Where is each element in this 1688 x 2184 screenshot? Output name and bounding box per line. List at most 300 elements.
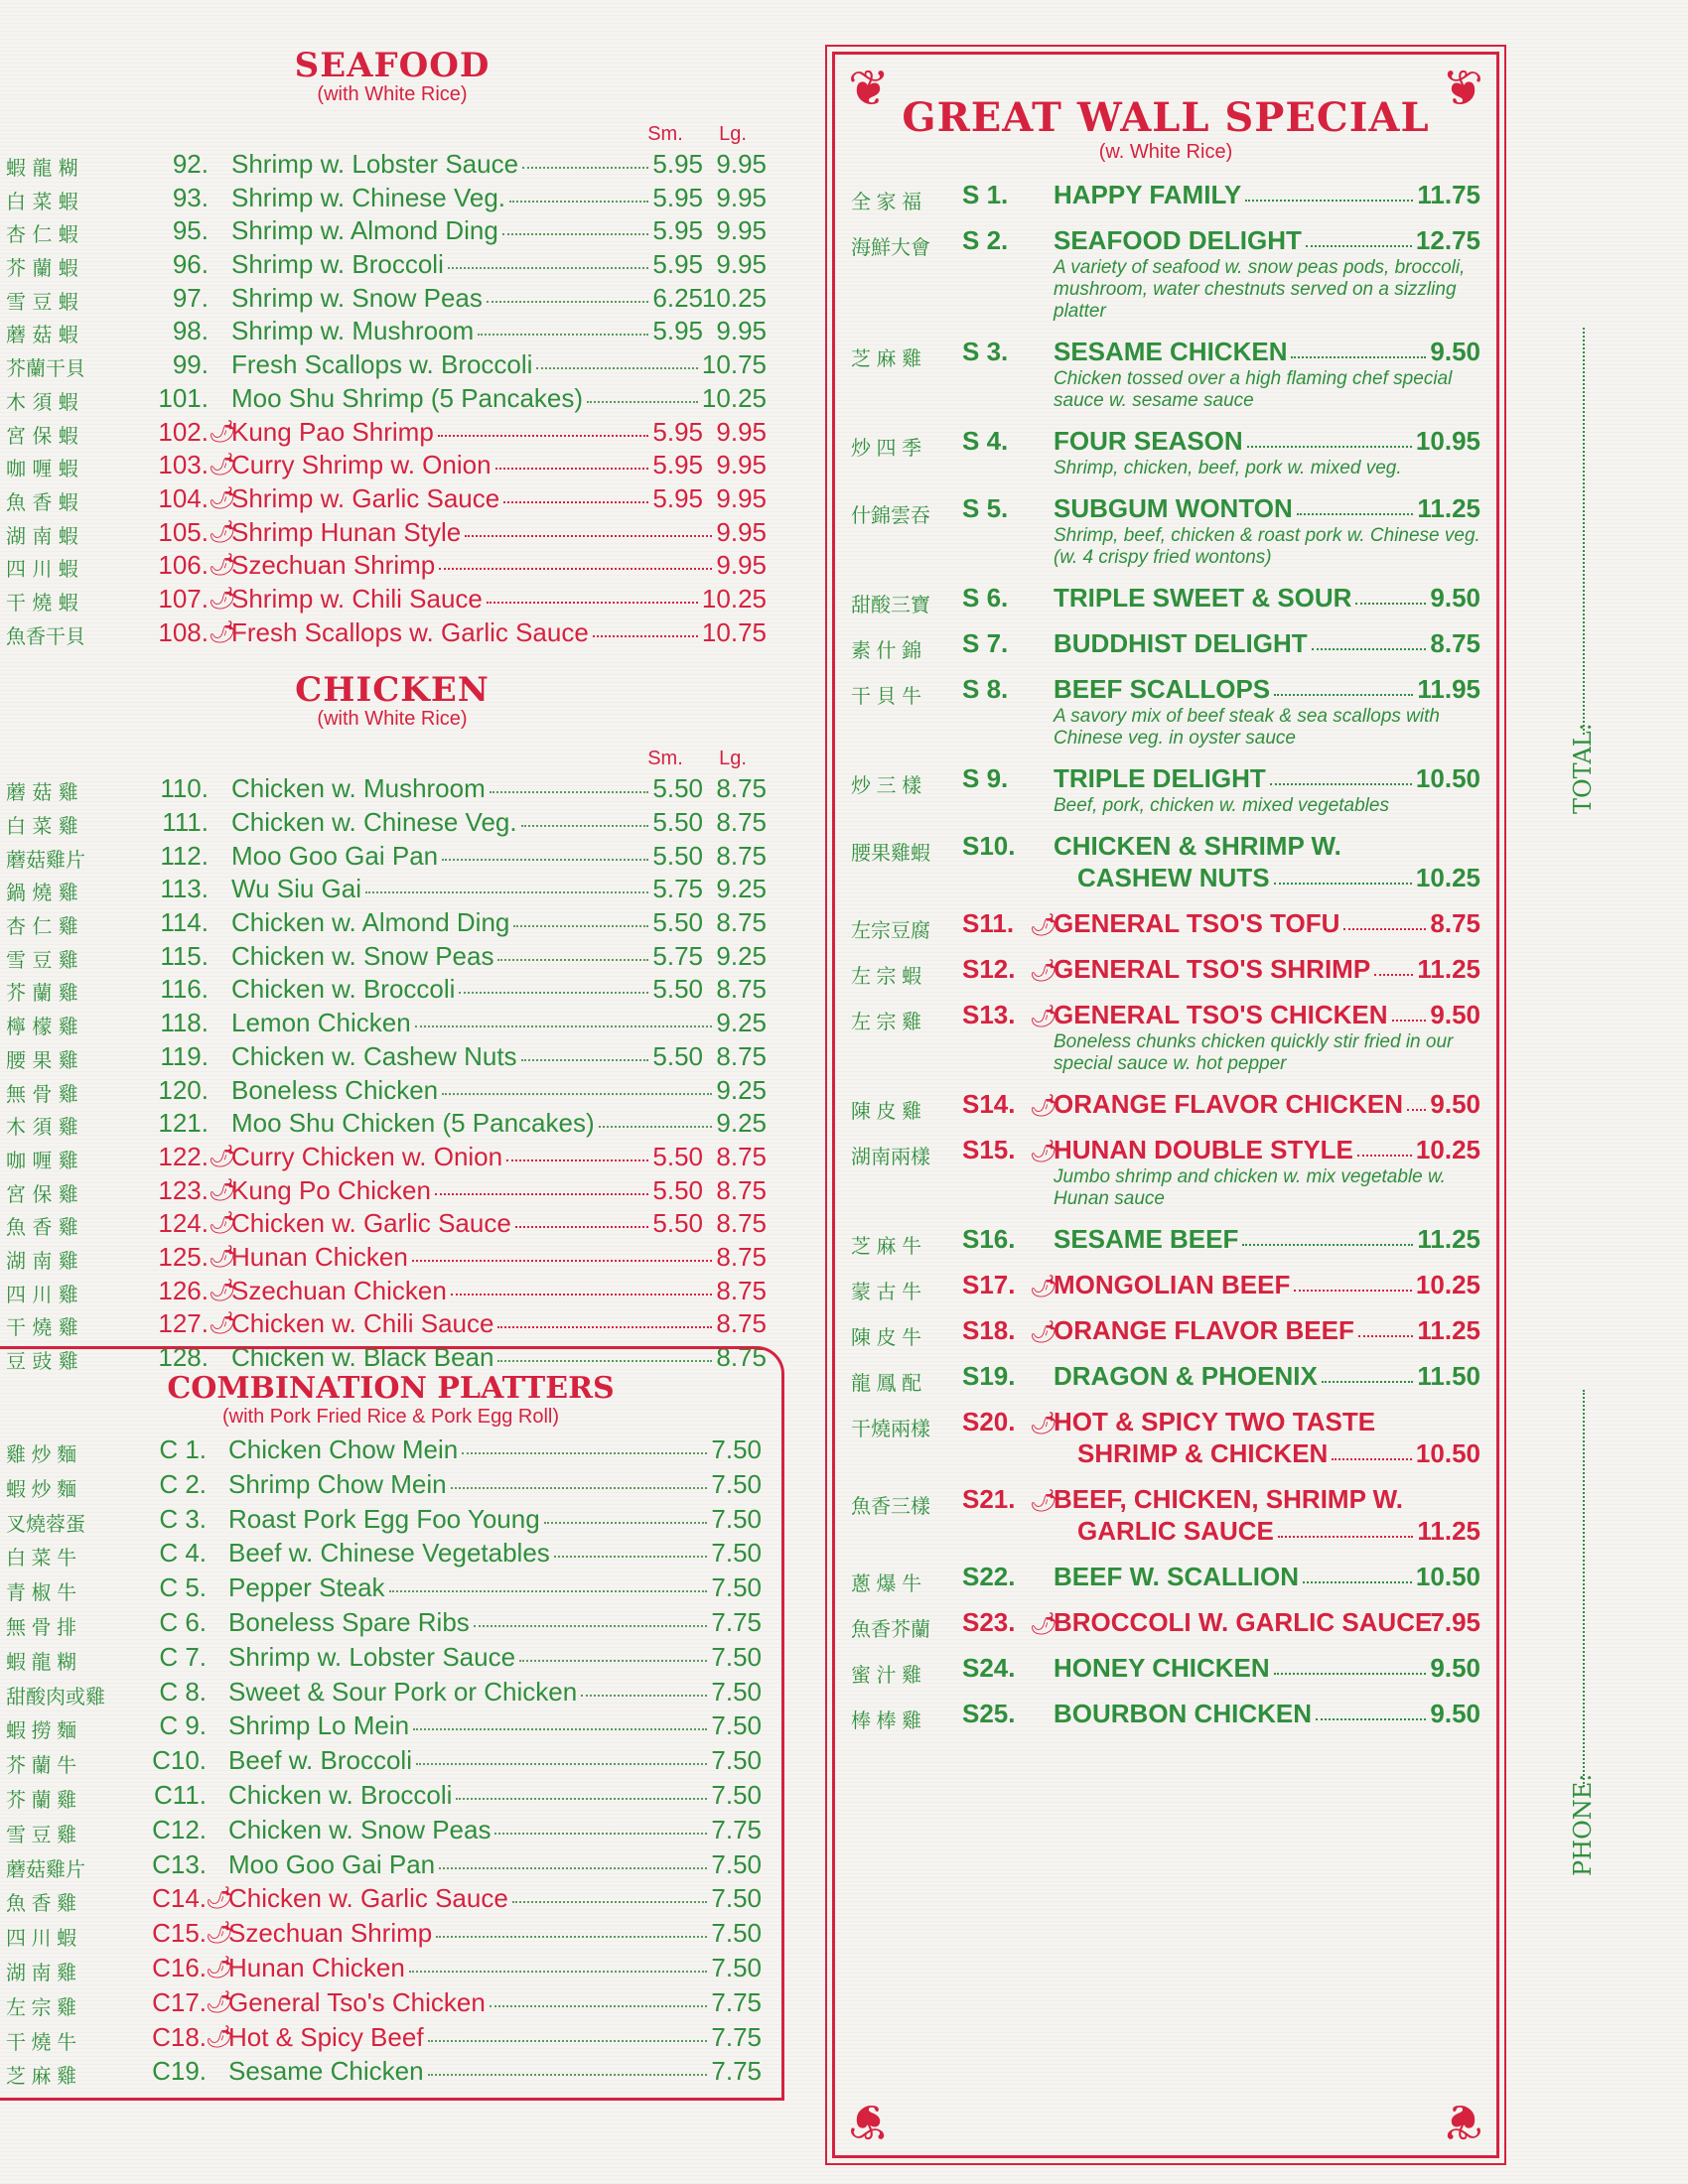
item-number: 92. bbox=[172, 149, 209, 179]
special-item[interactable] bbox=[835, 225, 1496, 323]
item-price: 7.50 bbox=[711, 1572, 762, 1603]
item-price: 7.50 bbox=[711, 1434, 762, 1464]
pepper-icon: 🌶 bbox=[209, 1243, 236, 1269]
item-number: S 1. bbox=[962, 180, 1009, 209]
item-chinese-name: 芥 蘭 雞 bbox=[6, 981, 78, 1006]
item-chinese-name: 魚香芥蘭 bbox=[851, 1619, 930, 1641]
item-price-large: 8.75 bbox=[716, 974, 767, 1005]
phone-label: PHONE: bbox=[1569, 1773, 1597, 1876]
special-item[interactable] bbox=[835, 426, 1496, 479]
menu-item[interactable] bbox=[0, 1008, 784, 1041]
item-name-line bbox=[1054, 426, 1480, 458]
item-price-large: 8.75 bbox=[716, 1208, 767, 1239]
item-name: BOURBON CHICKEN bbox=[1054, 1699, 1312, 1728]
item-price: 7.95 bbox=[1430, 1607, 1480, 1637]
special-item[interactable] bbox=[835, 628, 1496, 660]
item-price: 11.25 bbox=[1417, 1315, 1480, 1345]
menu-item[interactable] bbox=[0, 283, 784, 317]
menu-item[interactable] bbox=[0, 584, 784, 617]
menu-item[interactable] bbox=[0, 1108, 784, 1142]
item-name: Chicken w. Broccoli bbox=[228, 1779, 453, 1810]
menu-item[interactable] bbox=[0, 550, 784, 584]
dot-leader bbox=[439, 1867, 707, 1869]
menu-item[interactable] bbox=[0, 974, 784, 1008]
menu-item[interactable] bbox=[0, 1142, 784, 1175]
item-description: Shrimp, beef, chicken & roast pork w. Chinese veg. (w. 4 crispy fried wontons) bbox=[1054, 525, 1480, 568]
dot-leader bbox=[1303, 1581, 1412, 1583]
item-name-line bbox=[1054, 1135, 1480, 1166]
dot-leader bbox=[474, 1625, 708, 1627]
special-item[interactable] bbox=[835, 831, 1496, 894]
item-number: 123. bbox=[158, 1174, 209, 1205]
item-chinese-name: 陳 皮 雞 bbox=[851, 1101, 922, 1123]
menu-item[interactable] bbox=[0, 2022, 781, 2057]
item-price-small: 5.95 bbox=[652, 215, 703, 246]
menu-item[interactable] bbox=[0, 183, 784, 216]
dot-leader bbox=[502, 233, 649, 235]
menu-item[interactable] bbox=[0, 773, 784, 807]
pepper-icon: 🌶 bbox=[206, 1954, 233, 1979]
item-name: Beef w. Broccoli bbox=[228, 1745, 412, 1776]
menu-item[interactable] bbox=[0, 1918, 781, 1953]
item-number: 93. bbox=[172, 182, 209, 212]
item-number: S15. bbox=[962, 1135, 1016, 1164]
item-number: C 6. bbox=[159, 1606, 207, 1637]
pepper-icon: 🌶 bbox=[209, 1277, 236, 1302]
menu-item[interactable] bbox=[0, 1276, 784, 1309]
pepper-icon: 🌶 bbox=[206, 1920, 233, 1946]
item-number: 126. bbox=[158, 1275, 209, 1305]
item-price-large: 9.95 bbox=[716, 416, 767, 447]
item-name: TRIPLE DELIGHT bbox=[1054, 763, 1266, 793]
item-name: Fresh Scallops w. Broccoli bbox=[231, 349, 533, 380]
item-price-small: 5.95 bbox=[652, 416, 703, 447]
special-item[interactable] bbox=[835, 1484, 1496, 1548]
dot-leader bbox=[465, 535, 712, 537]
item-chinese-name: 蘑 菇 蝦 bbox=[6, 323, 78, 347]
special-item[interactable] bbox=[835, 493, 1496, 569]
menu-item[interactable] bbox=[0, 316, 784, 349]
menu-item[interactable] bbox=[0, 2056, 781, 2091]
item-number: 124. bbox=[158, 1208, 209, 1239]
item-name: HAPPY FAMILY bbox=[1054, 180, 1242, 209]
item-price-small: 5.95 bbox=[652, 149, 703, 179]
special-item[interactable] bbox=[835, 763, 1496, 817]
total-label: TOTAL: bbox=[1569, 723, 1597, 814]
seafood-header bbox=[0, 83, 784, 149]
item-price-small: 5.95 bbox=[652, 182, 703, 212]
menu-item[interactable] bbox=[0, 349, 784, 383]
item-price-large: 10.75 bbox=[701, 616, 767, 647]
pepper-icon: 🌶 bbox=[209, 552, 236, 578]
item-chinese-name: 青 椒 牛 bbox=[6, 1582, 77, 1605]
pepper-icon: 🌶 bbox=[209, 1143, 236, 1168]
item-price-large: 8.75 bbox=[716, 773, 767, 804]
item-name-line bbox=[1054, 1516, 1480, 1548]
item-name: Shrimp w. Mushroom bbox=[231, 316, 475, 346]
item-chinese-name: 腰果雞蝦 bbox=[851, 843, 930, 865]
chicken-title: CHICKEN bbox=[295, 670, 490, 711]
menu-item[interactable] bbox=[0, 1075, 784, 1109]
item-name-line bbox=[1054, 225, 1480, 257]
item-name: Shrimp w. Chinese Veg. bbox=[231, 182, 506, 212]
large-label: Lg. bbox=[719, 748, 747, 770]
item-name: Shrimp Lo Mein bbox=[228, 1710, 410, 1741]
special-item[interactable] bbox=[835, 674, 1496, 750]
dot-leader bbox=[1407, 1109, 1426, 1111]
special-item[interactable] bbox=[835, 1699, 1496, 1730]
item-number: C14. bbox=[152, 1883, 207, 1914]
item-number: S18. bbox=[962, 1315, 1016, 1345]
item-price-large: 8.75 bbox=[716, 1040, 767, 1071]
menu-item[interactable] bbox=[0, 1504, 781, 1539]
item-number: S19. bbox=[962, 1361, 1016, 1391]
item-name-line bbox=[1054, 180, 1480, 211]
item-chinese-name: 蝦 炒 麵 bbox=[6, 1478, 77, 1501]
menu-item[interactable] bbox=[0, 1815, 781, 1849]
item-number: 97. bbox=[172, 282, 209, 313]
dot-leader bbox=[536, 367, 697, 369]
menu-item[interactable] bbox=[0, 517, 784, 551]
special-item[interactable] bbox=[835, 1224, 1496, 1256]
item-price: 7.50 bbox=[711, 1676, 762, 1706]
dot-leader bbox=[416, 1763, 707, 1765]
item-name: Shrimp w. Broccoli bbox=[231, 249, 444, 280]
item-name: Shrimp Chow Mein bbox=[228, 1468, 447, 1499]
dot-leader bbox=[509, 201, 648, 203]
item-name: Chicken w. Black Bean bbox=[231, 1342, 494, 1372]
dot-leader bbox=[513, 925, 648, 927]
item-price: 11.25 bbox=[1417, 1224, 1480, 1254]
item-name: DRAGON & PHOENIX bbox=[1054, 1361, 1318, 1391]
menu-item[interactable] bbox=[0, 417, 784, 451]
special-item[interactable] bbox=[835, 1000, 1496, 1075]
item-name: Boneless Chicken bbox=[231, 1074, 439, 1105]
item-chinese-name: 蒙 古 牛 bbox=[851, 1282, 922, 1303]
item-price-large: 10.25 bbox=[701, 382, 767, 413]
item-name: HOT & SPICY TWO TASTE bbox=[1054, 1407, 1376, 1436]
item-price: 9.50 bbox=[1430, 1699, 1480, 1728]
item-description: Shrimp, chicken, beef, pork w. mixed veg. bbox=[1054, 458, 1402, 478]
item-chinese-name: 蝦 龍 糊 bbox=[6, 156, 78, 180]
item-name: Chicken w. Mushroom bbox=[231, 773, 486, 804]
special-item[interactable] bbox=[835, 1089, 1496, 1121]
item-number: C17. bbox=[152, 1986, 207, 2017]
item-name: GARLIC SAUCE bbox=[1077, 1516, 1274, 1546]
special-item[interactable] bbox=[835, 1653, 1496, 1685]
menu-item[interactable] bbox=[0, 617, 784, 651]
item-name: Wu Siu Gai bbox=[231, 874, 362, 904]
item-price-large: 9.95 bbox=[716, 516, 767, 547]
menu-item[interactable] bbox=[0, 1538, 781, 1572]
item-price-small: 5.50 bbox=[652, 974, 703, 1005]
special-item[interactable] bbox=[835, 1315, 1496, 1347]
item-name-line bbox=[1054, 1000, 1480, 1031]
dot-leader bbox=[436, 1936, 707, 1938]
item-price-large: 8.75 bbox=[716, 1275, 767, 1305]
item-description: Boneless chunks chicken quickly stir fried in our special sauce w. hot pepper bbox=[1054, 1031, 1454, 1074]
dot-leader bbox=[581, 1695, 707, 1697]
item-number: C 7. bbox=[159, 1641, 207, 1672]
item-number: C 1. bbox=[159, 1434, 207, 1464]
menu-item[interactable] bbox=[0, 1469, 781, 1504]
dot-leader bbox=[428, 2074, 708, 2076]
item-number: S10. bbox=[962, 831, 1016, 861]
menu-item[interactable] bbox=[0, 841, 784, 875]
item-chinese-name: 魚 香 雞 bbox=[6, 1215, 78, 1240]
special-item[interactable] bbox=[835, 583, 1496, 614]
item-name: Shrimp Hunan Style bbox=[231, 516, 462, 547]
item-chinese-name: 芥蘭干貝 bbox=[6, 356, 85, 381]
total-field[interactable] bbox=[1583, 328, 1585, 735]
dot-leader bbox=[487, 602, 698, 604]
special-item[interactable] bbox=[835, 1407, 1496, 1470]
item-chinese-name: 杏 仁 蝦 bbox=[6, 222, 78, 247]
chicken-list bbox=[0, 773, 784, 1375]
special-item[interactable] bbox=[835, 180, 1496, 211]
seafood-title: SEAFOOD bbox=[294, 46, 491, 85]
item-price-small: 5.95 bbox=[652, 249, 703, 280]
item-price: 7.50 bbox=[711, 1848, 762, 1879]
item-name: Shrimp w. Lobster Sauce bbox=[231, 149, 519, 179]
item-name-line bbox=[1054, 1653, 1480, 1685]
menu-item[interactable] bbox=[0, 483, 784, 517]
item-name: Shrimp w. Almond Ding bbox=[231, 215, 498, 246]
special-item[interactable] bbox=[835, 1135, 1496, 1210]
item-chinese-name: 干 燒 牛 bbox=[6, 2031, 77, 2054]
item-price: 7.50 bbox=[711, 1745, 762, 1776]
dot-leader bbox=[389, 1590, 708, 1592]
menu-item[interactable] bbox=[0, 1953, 781, 1987]
menu-item[interactable] bbox=[0, 1677, 781, 1711]
menu-item[interactable] bbox=[0, 1642, 781, 1677]
menu-item[interactable] bbox=[0, 1041, 784, 1075]
item-chinese-name: 魚 香 蝦 bbox=[6, 489, 78, 514]
item-chinese-name: 無 骨 排 bbox=[6, 1616, 77, 1639]
item-chinese-name: 芝 麻 雞 bbox=[6, 2066, 77, 2089]
item-name-line bbox=[1054, 908, 1480, 940]
item-price: 10.25 bbox=[1415, 1135, 1480, 1164]
left-column bbox=[0, 48, 784, 1376]
item-name: BROCCOLI W. GARLIC SAUCE bbox=[1054, 1607, 1433, 1637]
dot-leader bbox=[1274, 694, 1413, 696]
item-name: TRIPLE SWEET & SOUR bbox=[1054, 583, 1352, 613]
pepper-icon: 🌶 bbox=[206, 1988, 233, 2014]
item-price: 9.50 bbox=[1430, 1000, 1480, 1029]
menu-item[interactable] bbox=[0, 1849, 781, 1884]
pepper-icon: 🌶 bbox=[209, 452, 236, 478]
item-price-large: 8.75 bbox=[716, 1241, 767, 1272]
menu-item[interactable] bbox=[0, 1208, 784, 1242]
special-item[interactable] bbox=[835, 908, 1496, 940]
dot-leader bbox=[521, 825, 649, 827]
item-price-small: 5.75 bbox=[652, 940, 703, 971]
item-description: A variety of seafood w. snow peas pods, broccoli, mushroom, water chestnuts served on a sizzling platter bbox=[1054, 257, 1466, 322]
menu-item[interactable] bbox=[0, 1175, 784, 1209]
item-price: 7.75 bbox=[711, 1986, 762, 2017]
special-item[interactable] bbox=[835, 1607, 1496, 1639]
item-name: BUDDHIST DELIGHT bbox=[1054, 628, 1308, 658]
dot-leader bbox=[438, 435, 649, 437]
menu-item[interactable] bbox=[0, 1572, 781, 1607]
item-price: 10.50 bbox=[1415, 1562, 1480, 1591]
item-chinese-name: 雞 炒 麵 bbox=[6, 1444, 77, 1466]
menu-item[interactable] bbox=[0, 383, 784, 417]
item-number: S16. bbox=[962, 1224, 1016, 1254]
pepper-icon: 🌶 bbox=[209, 618, 236, 644]
item-chinese-name: 左 宗 雞 bbox=[851, 1012, 922, 1033]
item-chinese-name: 白 菜 雞 bbox=[6, 814, 78, 838]
item-price: 8.75 bbox=[1430, 628, 1480, 658]
item-chinese-name: 棒 棒 雞 bbox=[851, 1710, 922, 1732]
item-chinese-name: 雪 豆 雞 bbox=[6, 947, 78, 972]
menu-item[interactable] bbox=[0, 1607, 781, 1642]
dot-leader bbox=[490, 2005, 708, 2007]
item-chinese-name: 干 燒 蝦 bbox=[6, 590, 78, 614]
dot-leader bbox=[1343, 928, 1426, 930]
dot-leader bbox=[497, 1326, 712, 1328]
menu-item[interactable] bbox=[0, 1883, 781, 1918]
item-name-line bbox=[1054, 831, 1480, 863]
item-chinese-name: 蝦 龍 糊 bbox=[6, 1651, 77, 1674]
item-name: Chicken w. Broccoli bbox=[231, 974, 456, 1005]
special-title: GREAT WALL SPECIAL bbox=[902, 94, 1430, 141]
item-name: Hunan Chicken bbox=[228, 1952, 405, 1982]
menu-item[interactable] bbox=[0, 1434, 781, 1469]
item-number: S 2. bbox=[962, 225, 1009, 255]
menu-item[interactable] bbox=[0, 874, 784, 907]
special-item[interactable] bbox=[835, 1361, 1496, 1393]
pepper-icon: 🌶 bbox=[209, 1310, 236, 1336]
dot-leader bbox=[1242, 1244, 1413, 1246]
special-list bbox=[835, 180, 1496, 1730]
item-name: Hot & Spicy Beef bbox=[228, 2021, 424, 2052]
item-price-large: 9.25 bbox=[716, 940, 767, 971]
dot-leader bbox=[544, 1522, 708, 1524]
menu-item[interactable] bbox=[0, 149, 784, 183]
item-name: BEEF SCALLOPS bbox=[1054, 674, 1271, 704]
item-price: 11.25 bbox=[1417, 493, 1480, 523]
item-chinese-name: 檸 檬 雞 bbox=[6, 1015, 78, 1039]
item-number: S24. bbox=[962, 1653, 1016, 1683]
item-chinese-name: 蝦 撈 麵 bbox=[6, 1720, 77, 1743]
item-price-large: 9.25 bbox=[716, 1108, 767, 1139]
item-price-large: 10.75 bbox=[701, 349, 767, 380]
special-item[interactable] bbox=[835, 1562, 1496, 1593]
menu-item[interactable] bbox=[0, 1987, 781, 2022]
item-name: GENERAL TSO'S TOFU bbox=[1054, 908, 1340, 938]
item-price-small: 5.50 bbox=[652, 807, 703, 837]
item-name: CASHEW NUTS bbox=[1077, 863, 1270, 892]
item-price-small: 5.95 bbox=[652, 482, 703, 513]
item-number: S 3. bbox=[962, 337, 1009, 366]
dot-leader bbox=[1245, 200, 1413, 202]
item-price-large: 9.25 bbox=[716, 874, 767, 904]
item-chinese-name: 炒 三 樣 bbox=[851, 775, 922, 797]
item-number: 112. bbox=[160, 840, 209, 871]
item-price: 12.75 bbox=[1415, 225, 1480, 255]
item-chinese-name: 芥 蘭 牛 bbox=[6, 1755, 77, 1778]
ornament-icon: ❦ bbox=[848, 61, 890, 116]
item-number: S25. bbox=[962, 1699, 1016, 1728]
item-chinese-name: 咖 喱 雞 bbox=[6, 1148, 78, 1172]
menu-item[interactable] bbox=[0, 941, 784, 975]
combination-list bbox=[0, 1434, 781, 2091]
item-price: 9.50 bbox=[1430, 1653, 1480, 1683]
item-number: C13. bbox=[152, 1848, 207, 1879]
menu-item[interactable] bbox=[0, 1710, 781, 1745]
phone-field[interactable] bbox=[1583, 1390, 1585, 1787]
item-price-large: 8.75 bbox=[716, 807, 767, 837]
item-price-large: 9.95 bbox=[716, 550, 767, 581]
menu-item[interactable] bbox=[0, 807, 784, 841]
item-name: Sweet & Sour Pork or Chicken bbox=[228, 1676, 578, 1706]
item-name: SESAME CHICKEN bbox=[1054, 337, 1288, 366]
item-price: 7.50 bbox=[711, 1538, 762, 1569]
item-price: 7.75 bbox=[711, 2056, 762, 2087]
menu-item[interactable] bbox=[0, 450, 784, 483]
menu-item[interactable] bbox=[0, 249, 784, 283]
item-number: S22. bbox=[962, 1562, 1016, 1591]
item-name: Lemon Chicken bbox=[231, 1008, 411, 1038]
item-chinese-name: 腰 果 雞 bbox=[6, 1047, 78, 1072]
item-price: 10.95 bbox=[1415, 426, 1480, 456]
item-name: Chicken w. Chinese Veg. bbox=[231, 807, 517, 837]
item-number: 125. bbox=[158, 1241, 209, 1272]
special-item[interactable] bbox=[835, 954, 1496, 986]
dot-leader bbox=[497, 959, 648, 961]
menu-item[interactable] bbox=[0, 1780, 781, 1815]
item-name-line bbox=[1054, 1562, 1480, 1593]
dot-leader bbox=[599, 1126, 713, 1128]
item-chinese-name: 湖 南 雞 bbox=[6, 1248, 78, 1273]
special-item[interactable] bbox=[835, 1270, 1496, 1301]
pepper-icon: 🌶 bbox=[209, 585, 236, 611]
menu-item[interactable] bbox=[0, 907, 784, 941]
item-name: Curry Chicken w. Onion bbox=[231, 1141, 503, 1171]
menu-item[interactable] bbox=[0, 215, 784, 249]
item-name: Chicken w. Snow Peas bbox=[228, 1814, 492, 1844]
item-name-line bbox=[1054, 1438, 1480, 1470]
item-chinese-name: 豆 豉 雞 bbox=[6, 1349, 78, 1373]
ornament-icon: ❦ bbox=[1442, 61, 1483, 116]
item-chinese-name: 蘑菇雞片 bbox=[6, 847, 85, 872]
dot-leader bbox=[409, 1971, 708, 1973]
item-chinese-name: 湖 南 雞 bbox=[6, 1962, 77, 1984]
large-label: Lg. bbox=[719, 123, 747, 145]
special-item[interactable] bbox=[835, 337, 1496, 412]
pepper-icon: 🌶 bbox=[209, 1176, 236, 1202]
item-number: 116. bbox=[160, 974, 209, 1005]
item-chinese-name: 魚香干貝 bbox=[6, 623, 85, 648]
item-name: Chicken w. Garlic Sauce bbox=[228, 1883, 508, 1914]
item-number: S 9. bbox=[962, 763, 1009, 793]
dot-leader bbox=[1332, 1458, 1412, 1460]
menu-item[interactable] bbox=[0, 1745, 781, 1780]
menu-item[interactable] bbox=[0, 1308, 784, 1342]
pepper-icon: 🌶 bbox=[1030, 1611, 1057, 1636]
item-name: Shrimp w. Snow Peas bbox=[231, 282, 483, 313]
item-chinese-name: 湖南兩樣 bbox=[851, 1147, 930, 1168]
item-name-line bbox=[1054, 1224, 1480, 1256]
chicken-header bbox=[0, 708, 784, 773]
dot-leader bbox=[495, 468, 649, 470]
item-price-large: 8.75 bbox=[716, 1308, 767, 1339]
item-name: Shrimp w. Chili Sauce bbox=[231, 583, 483, 614]
item-number: C 2. bbox=[159, 1468, 207, 1499]
menu-item[interactable] bbox=[0, 1242, 784, 1276]
item-price: 7.50 bbox=[711, 1710, 762, 1741]
